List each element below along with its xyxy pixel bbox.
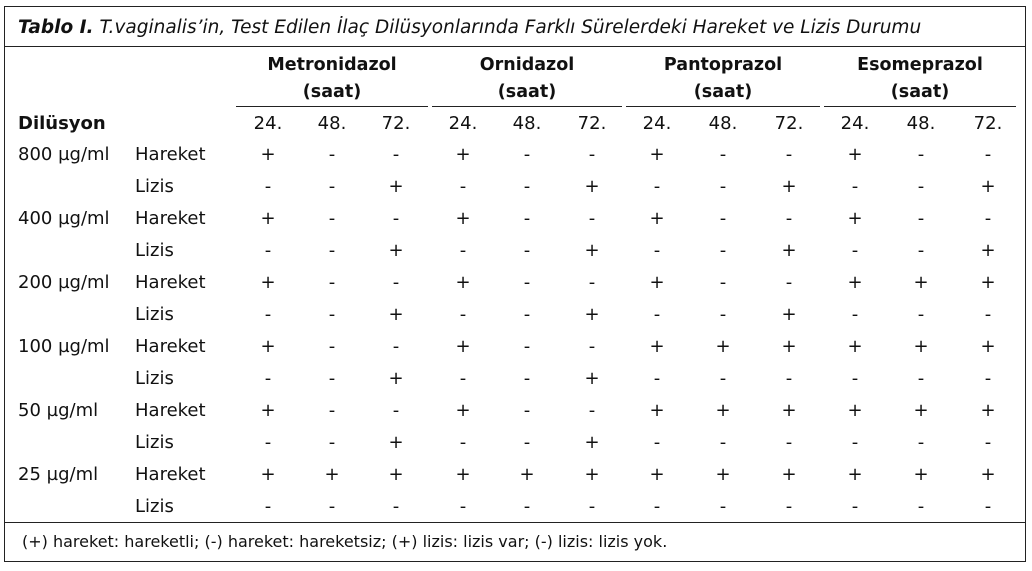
table-cell: - [392, 144, 400, 165]
table-cell: - [264, 176, 272, 197]
caption-rule [5, 46, 1025, 47]
table-cell: - [984, 304, 992, 325]
group-header-0 [236, 52, 428, 106]
table-cell: + [260, 272, 276, 293]
table-cell: + [388, 176, 404, 197]
table-cell: - [917, 368, 925, 389]
caption-label: Tablo I. [18, 17, 94, 38]
measure-label: Hareket [135, 208, 206, 229]
table-cell: + [455, 400, 471, 421]
table-cell: + [715, 400, 731, 421]
footnote-rule [5, 522, 1025, 523]
table-cell: + [781, 240, 797, 261]
group-name: Esomeprazol [857, 55, 983, 75]
table-cell: - [719, 368, 727, 389]
time-header: 48. [317, 113, 347, 134]
table-cell: - [653, 176, 661, 197]
dilution-label: 100 µg/ml [18, 336, 110, 357]
table-cell: - [328, 144, 336, 165]
table-cell: - [719, 144, 727, 165]
group-header-2 [626, 52, 820, 106]
table-cell: + [847, 208, 863, 229]
table-cell: + [519, 464, 535, 485]
group-name: Ornidazol [479, 55, 575, 75]
table-cell: + [847, 464, 863, 485]
table-cell: + [455, 464, 471, 485]
table-cell: - [392, 336, 400, 357]
table-cell: - [523, 240, 531, 261]
table-cell: - [984, 432, 992, 453]
table-cell: - [459, 496, 467, 517]
table-cell: - [264, 368, 272, 389]
table-cell: + [847, 272, 863, 293]
table-cell: - [785, 368, 793, 389]
table-cell: + [781, 336, 797, 357]
time-header: 24. [840, 113, 870, 134]
table-cell: - [984, 496, 992, 517]
table-cell: + [455, 208, 471, 229]
time-header: 72. [381, 113, 411, 134]
table-cell: - [917, 176, 925, 197]
table-cell: - [392, 496, 400, 517]
table-cell: + [584, 176, 600, 197]
table-cell: - [588, 208, 596, 229]
table-cell: - [523, 432, 531, 453]
table-cell: + [781, 176, 797, 197]
table-cell: + [584, 304, 600, 325]
table-cell: - [588, 400, 596, 421]
table-cell: + [847, 400, 863, 421]
table-cell: - [785, 272, 793, 293]
table-cell: + [980, 400, 996, 421]
measure-label: Lizis [135, 176, 174, 197]
table-cell: - [328, 400, 336, 421]
time-header: 24. [448, 113, 478, 134]
table-cell: - [392, 208, 400, 229]
measure-label: Lizis [135, 304, 174, 325]
table-cell: + [388, 304, 404, 325]
table-cell: + [913, 400, 929, 421]
table-cell: - [523, 336, 531, 357]
table-cell: - [653, 240, 661, 261]
group-header-3 [824, 52, 1016, 106]
time-header: 72. [973, 113, 1003, 134]
table-cell: - [264, 304, 272, 325]
table-cell: + [980, 240, 996, 261]
table-cell: - [328, 336, 336, 357]
table-cell: + [980, 464, 996, 485]
table-cell: - [523, 496, 531, 517]
table-cell: - [523, 400, 531, 421]
table-cell: - [719, 304, 727, 325]
group-underline-3 [824, 106, 1016, 107]
table-cell: + [649, 272, 665, 293]
table-cell: + [388, 432, 404, 453]
table-cell: - [719, 272, 727, 293]
table-cell: + [584, 432, 600, 453]
table-cell: - [653, 368, 661, 389]
table-cell: - [653, 304, 661, 325]
table-cell: - [328, 208, 336, 229]
table-cell: - [264, 240, 272, 261]
table-cell: - [917, 208, 925, 229]
table-cell: - [785, 144, 793, 165]
table-cell: - [328, 432, 336, 453]
table-cell: + [847, 336, 863, 357]
measure-label: Lizis [135, 496, 174, 517]
group-name: Pantoprazol [663, 55, 783, 75]
table-cell: - [588, 272, 596, 293]
table-cell: - [523, 368, 531, 389]
table-cell: + [388, 464, 404, 485]
table-cell: - [392, 400, 400, 421]
table-cell: - [392, 272, 400, 293]
table-cell: - [851, 176, 859, 197]
table-cell: - [984, 208, 992, 229]
table-cell: - [459, 368, 467, 389]
table-cell: - [523, 208, 531, 229]
row-header-dilution: Dilüsyon [18, 113, 106, 134]
table-cell: - [653, 432, 661, 453]
dilution-label: 50 µg/ml [18, 400, 99, 421]
table-cell: - [917, 144, 925, 165]
table-cell: + [260, 208, 276, 229]
table-cell: - [719, 208, 727, 229]
table-cell: - [328, 496, 336, 517]
table-cell: - [328, 272, 336, 293]
measure-label: Hareket [135, 272, 206, 293]
table-cell: + [649, 144, 665, 165]
table-cell: - [851, 368, 859, 389]
table-cell: - [851, 240, 859, 261]
group-underline-0 [236, 106, 428, 107]
table-cell: - [785, 496, 793, 517]
table-cell: + [324, 464, 340, 485]
table-cell: - [459, 240, 467, 261]
group-underline-2 [626, 106, 820, 107]
measure-label: Lizis [135, 432, 174, 453]
table-cell: - [264, 496, 272, 517]
table-cell: + [260, 400, 276, 421]
table-cell: + [913, 272, 929, 293]
table-cell: + [781, 304, 797, 325]
table-cell: - [653, 496, 661, 517]
table-cell: + [260, 464, 276, 485]
table-cell: + [913, 336, 929, 357]
table-cell: - [917, 496, 925, 517]
time-header: 48. [512, 113, 542, 134]
table-cell: - [328, 240, 336, 261]
caption-text: T.vaginalis’in, Test Edilen İlaç Dilüsyonlarında Farklı Sürelerdeki Hareket ve Lizis Durumu [99, 17, 922, 38]
table-cell: - [984, 144, 992, 165]
table-cell: - [719, 432, 727, 453]
table-cell: - [459, 176, 467, 197]
table-cell: - [785, 432, 793, 453]
table-cell: - [588, 144, 596, 165]
table-cell: - [328, 368, 336, 389]
measure-label: Hareket [135, 400, 206, 421]
table-cell: - [523, 176, 531, 197]
table-cell: - [328, 176, 336, 197]
table-cell: - [719, 240, 727, 261]
table-cell: - [459, 304, 467, 325]
table-cell: - [588, 496, 596, 517]
table-cell: - [785, 208, 793, 229]
table-cell: - [917, 240, 925, 261]
table-cell: + [649, 208, 665, 229]
dilution-label: 200 µg/ml [18, 272, 110, 293]
table-cell: - [917, 304, 925, 325]
table-cell: + [455, 144, 471, 165]
table-cell: - [588, 336, 596, 357]
time-header: 48. [906, 113, 936, 134]
time-header: 48. [708, 113, 738, 134]
table-cell: + [260, 336, 276, 357]
table-cell: + [847, 144, 863, 165]
table-cell: + [649, 336, 665, 357]
table-cell: + [980, 176, 996, 197]
dilution-label: 800 µg/ml [18, 144, 110, 165]
table-cell: - [984, 368, 992, 389]
measure-label: Lizis [135, 368, 174, 389]
table-cell: - [719, 496, 727, 517]
group-underline-1 [432, 106, 622, 107]
dilution-label: 25 µg/ml [18, 464, 99, 485]
time-header: 24. [253, 113, 283, 134]
table-cell: - [264, 432, 272, 453]
measure-label: Hareket [135, 464, 206, 485]
measure-label: Hareket [135, 144, 206, 165]
table-cell: - [459, 432, 467, 453]
dilution-label: 400 µg/ml [18, 208, 110, 229]
time-header: 24. [642, 113, 672, 134]
table-cell: + [980, 336, 996, 357]
table-cell: + [584, 240, 600, 261]
table-cell: + [715, 464, 731, 485]
table-cell: + [584, 368, 600, 389]
measure-label: Lizis [135, 240, 174, 261]
table-cell: + [388, 240, 404, 261]
table-cell: + [455, 336, 471, 357]
time-header: 72. [577, 113, 607, 134]
group-unit: (saat) [497, 82, 557, 102]
table-cell: - [523, 272, 531, 293]
table-cell: - [851, 496, 859, 517]
group-header-1 [432, 52, 622, 106]
measure-label: Hareket [135, 336, 206, 357]
table-cell: + [913, 464, 929, 485]
table-cell: + [260, 144, 276, 165]
table-caption [18, 17, 921, 38]
group-unit: (saat) [890, 82, 950, 102]
table-cell: - [523, 144, 531, 165]
table-cell: + [584, 464, 600, 485]
table-cell: + [455, 272, 471, 293]
table-cell: - [851, 432, 859, 453]
table-cell: + [980, 272, 996, 293]
table-cell: + [388, 368, 404, 389]
table-cell: - [719, 176, 727, 197]
time-header: 72. [774, 113, 804, 134]
footnote: (+) hareket: hareketli; (-) hareket: hareketsiz; (+) lizis: lizis var; (-) lizis: lizis yok. [22, 532, 668, 551]
group-unit: (saat) [693, 82, 753, 102]
table-cell: - [851, 304, 859, 325]
table-cell: + [649, 400, 665, 421]
table-cell: + [781, 464, 797, 485]
table-cell: + [781, 400, 797, 421]
table-cell: + [715, 336, 731, 357]
table-cell: - [328, 304, 336, 325]
table-cell: - [917, 432, 925, 453]
table-cell: + [649, 464, 665, 485]
group-unit: (saat) [302, 82, 362, 102]
table-cell: - [523, 304, 531, 325]
group-name: Metronidazol [267, 55, 397, 75]
